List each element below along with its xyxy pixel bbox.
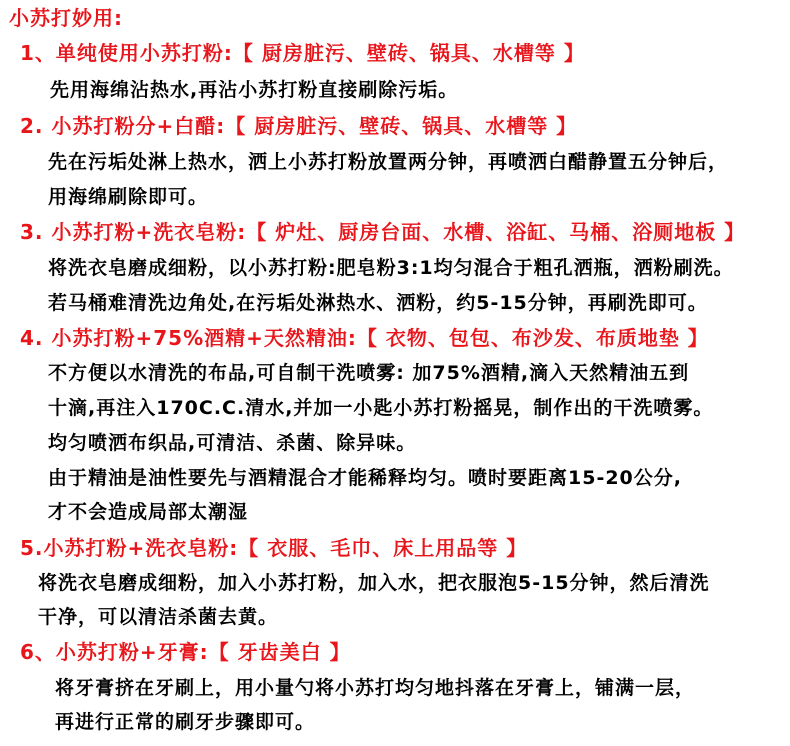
section-5-text: 干净，可以清洁杀菌去黄。 [38, 606, 279, 628]
section-5-heading: 5.小苏打粉+洗衣皂粉:【 衣服、毛巾、床上用品等 】 [20, 536, 528, 560]
section-4-text: 十滴,再注入170C.C.清水,并加一小匙小苏打粉摇晃，制作出的干洗喷雾。 [48, 397, 714, 419]
section-4-text: 由于精油是油性要先与酒精混合才能稀释均匀。喷时要距离15-20公分, [48, 467, 682, 489]
section-1-text: 先用海绵沾热水,再沾小苏打粉直接刷除污垢。 [50, 79, 459, 101]
section-3-text: 将洗衣皂磨成细粉，以小苏打粉:肥皂粉3:1均匀混合于粗孔洒瓶，洒粉刷洗。 [48, 257, 734, 279]
section-2-text: 用海绵刷除即可。 [48, 186, 209, 208]
page-title: 小苏打妙用: [9, 6, 123, 30]
section-6-text: 将牙膏挤在牙刷上，用小量勺将小苏打均匀地抖落在牙膏上，铺满一层， [55, 677, 696, 699]
section-4-heading: 4. 小苏打粉+75%酒精+天然精油:【 衣物、包包、布沙发、布质地垫 】 [20, 326, 709, 350]
section-4-text: 才不会造成局部太潮湿 [48, 501, 249, 523]
section-2-text: 先在污垢处淋上热水，洒上小苏打粉放置两分钟，再喷洒白醋静置五分钟后， [48, 151, 729, 173]
section-3-heading: 3. 小苏打粉+洗衣皂粉:【 炉灶、厨房台面、水槽、浴缸、马桶、浴厕地板 】 [20, 220, 746, 244]
section-2-heading: 2. 小苏打粉分+白醋:【 厨房脏污、壁砖、锅具、水槽等 】 [20, 114, 578, 138]
section-6-heading: 6、小苏打粉+牙膏:【 牙齿美白 】 [20, 640, 351, 664]
section-5-text: 将洗衣皂磨成细粉，加入小苏打粉，加入水，把衣服泡5-15分钟，然后清洗 [38, 572, 710, 594]
section-3-text: 若马桶难清洗边角处,在污垢处淋热水、洒粉，约5-15分钟，再刷洗即可。 [48, 292, 708, 314]
section-4-text: 不方便以水清洗的布品,可自制干洗喷雾: 加75%酒精,滴入天然精油五到 [48, 362, 690, 384]
section-1-heading: 1、单纯使用小苏打粉:【 厨房脏污、壁砖、锅具、水槽等 】 [20, 41, 585, 65]
section-6-text: 再进行正常的刷牙步骤即可。 [55, 711, 316, 733]
section-4-text: 均匀喷洒布织品,可清洁、杀菌、除异味。 [48, 432, 417, 454]
